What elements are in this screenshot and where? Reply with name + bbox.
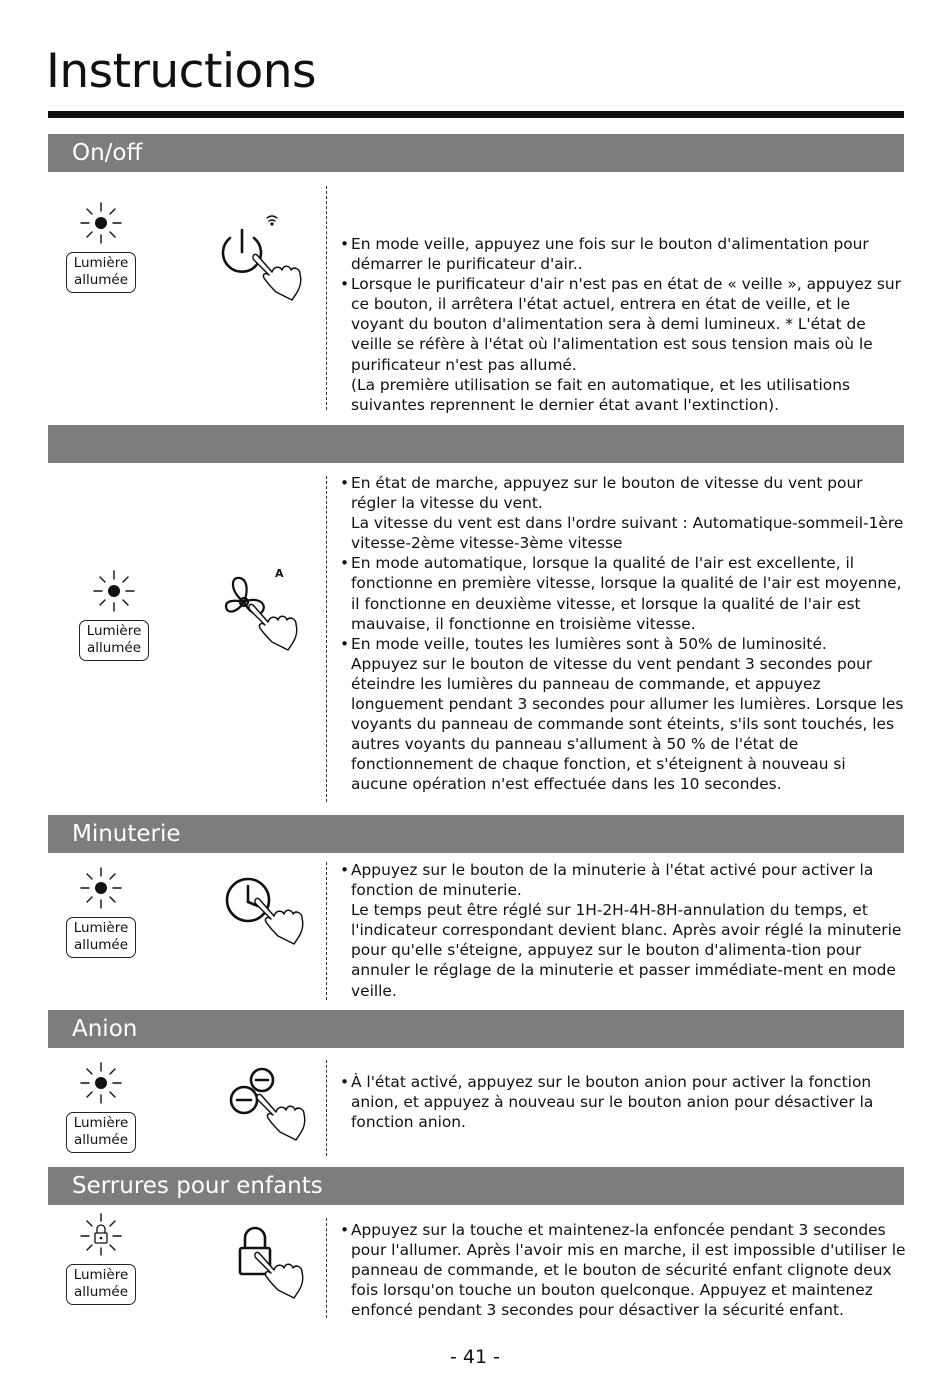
child-lock-button-icon bbox=[232, 1222, 322, 1304]
light-on-icon bbox=[91, 568, 137, 614]
light-on-icon bbox=[78, 1060, 124, 1106]
power-button-icon bbox=[214, 212, 314, 304]
timer-button-illustration bbox=[220, 870, 320, 954]
status-label: Lumière allumée bbox=[66, 917, 136, 958]
section-header-fan bbox=[48, 425, 904, 463]
description-minuterie bbox=[340, 860, 906, 1001]
page-number: - 41 - bbox=[450, 1346, 500, 1368]
light-on-icon bbox=[78, 865, 124, 911]
anion-button-icon bbox=[222, 1066, 322, 1146]
column-divider bbox=[326, 1218, 327, 1318]
fan-mode-letter: A bbox=[275, 567, 284, 580]
bullet-item: • En mode veille, toutes les lumières sont à 50% de luminosité. bbox=[340, 634, 906, 654]
section-header-anion: Anion bbox=[48, 1010, 904, 1048]
status-label: Lumière allumée bbox=[66, 252, 136, 293]
bullet-item: • En état de marche, appuyez sur le bouton de vitesse du vent pour régler la vitesse du vent. bbox=[340, 473, 906, 513]
note-text: Le temps peut être réglé sur 1H-2H-4H-8H-annulation du temps, et l'indicateur correspondant devient blanc. Après avoir réglé la minuterie pour qu'elle s'éteigne, appuyez sur le bouton d'alimenta-tion pour annuler le réglage de la minuterie et passer immédiate-ment en mode veille. bbox=[351, 901, 902, 1000]
indicator-anion bbox=[61, 1060, 141, 1153]
section-header-minuterie: Minuterie bbox=[48, 815, 904, 853]
bullet-item: • Lorsque le purificateur d'air n'est pas en état de « veille », appuyez sur ce bouton, il arrêtera l'état actuel, entrera en état de veille, et le voyant du bouton d'alimentation sera à demi lumineux. * L'état de veille se réfère à l'état où l'alimentation est sous tension mais où le purificateur n'est pas allumé. bbox=[340, 274, 906, 374]
title-rule bbox=[48, 111, 904, 118]
lock-light-on-icon bbox=[78, 1212, 124, 1258]
note-text: Appuyez sur le bouton de vitesse du vent pendant 3 secondes pour éteindre les lumières du panneau de commande, et appuyez longuement pendant 3 secondes pour allumer les lumières. Lorsque les voyants du panneau de commande sont éteints, s'ils sont touchés, les autres voyants du panneau s'allument à 50 % de l'état de fonctionnement de chaque fonction, et s'éteignent à nouveau si aucune opération n'est effectuée dans les 10 secondes. bbox=[351, 654, 904, 794]
column-divider bbox=[326, 1060, 327, 1156]
bullet-item: • À l'état activé, appuyez sur le bouton anion pour activer la fonction anion, et appuyez à nouveau sur le bouton anion pour désactiver la fonction anion. bbox=[340, 1072, 906, 1132]
column-divider bbox=[326, 186, 327, 410]
page-title: Instructions bbox=[46, 44, 317, 99]
bullet-item: • Appuyez sur le bouton de la minuterie à l'état activé pour activer la fonction de minuterie. bbox=[340, 860, 906, 900]
column-divider bbox=[326, 862, 327, 1000]
status-label: Lumière allumée bbox=[66, 1112, 136, 1153]
description-serrures bbox=[340, 1220, 906, 1320]
status-label: Lumière allumée bbox=[79, 620, 149, 661]
timer-button-icon bbox=[220, 870, 320, 950]
anion-button-illustration bbox=[222, 1066, 322, 1150]
indicator-fan bbox=[74, 568, 154, 661]
section-header-on-off: On/off bbox=[48, 134, 904, 172]
note-text: (La première utilisation se fait en automatique, et les utilisations suivantes reprennent le dernier état avant l'extinction). bbox=[351, 375, 850, 414]
bullet-item: • En mode veille, appuyez une fois sur le bouton d'alimentation pour démarrer le purificateur d'air.. bbox=[340, 234, 906, 274]
light-on-icon bbox=[78, 200, 124, 246]
note-text: La vitesse du vent est dans l'ordre suivant : Automatique-sommeil-1ère vitesse-2ème vitesse-3ème vitesse bbox=[351, 514, 904, 553]
indicator-minuterie bbox=[61, 865, 141, 958]
bullet-item: • En mode automatique, lorsque la qualité de l'air est excellente, il fonctionne en première vitesse, lorsque la qualité de l'air est moyenne, il fonctionne en deuxième vitesse, et lorsque la qualité de l'air est mauvaise, il fonctionne en troisième vitesse. bbox=[340, 553, 906, 633]
power-button-illustration bbox=[214, 212, 314, 308]
indicator-serrures bbox=[61, 1212, 141, 1305]
description-fan bbox=[340, 473, 906, 795]
description-on-off bbox=[340, 234, 906, 415]
indicator-on-off bbox=[61, 200, 141, 293]
status-label: Lumière allumée bbox=[66, 1264, 136, 1305]
fan-button-icon bbox=[218, 562, 318, 657]
section-header-serrures: Serrures pour enfants bbox=[48, 1167, 904, 1205]
column-divider bbox=[326, 476, 327, 802]
fan-button-illustration bbox=[218, 562, 318, 661]
child-lock-button-illustration bbox=[232, 1222, 322, 1308]
description-anion bbox=[340, 1072, 906, 1132]
bullet-item: • Appuyez sur la touche et maintenez-la enfoncée pendant 3 secondes pour l'allumer. Après l'avoir mis en marche, il est impossible d'utiliser le panneau de commande, et le bouton de sécurité enfant clignote deux fois lorsqu'on touche un bouton quelconque. Appuyez et maintenez enfoncé pendant 3 secondes pour désactiver la sécurité enfant. bbox=[340, 1220, 906, 1320]
